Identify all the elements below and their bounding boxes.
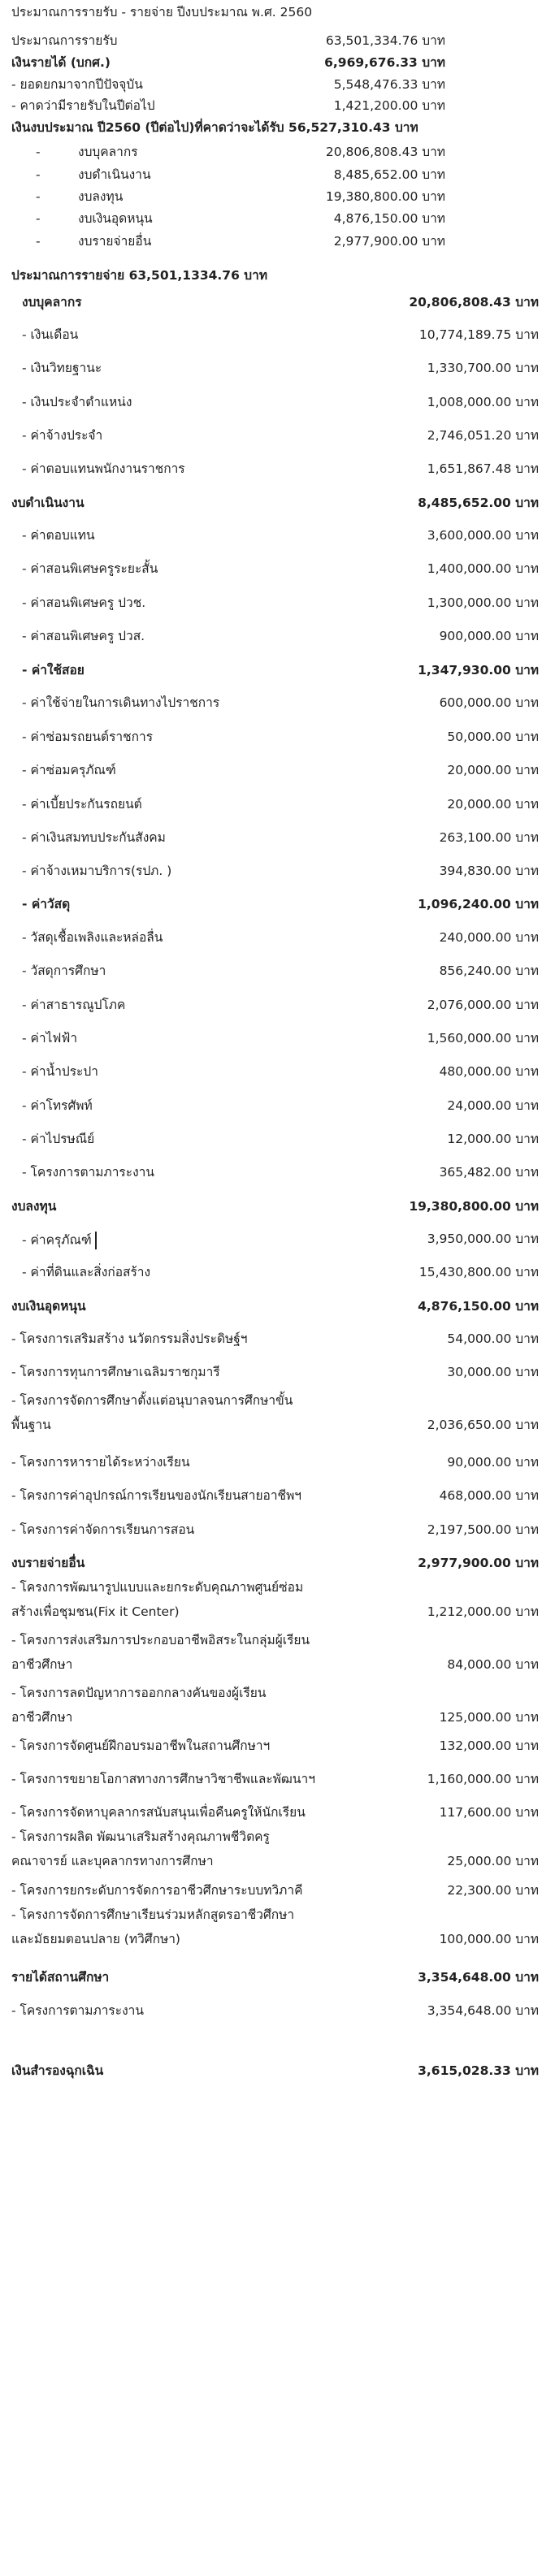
- subsidy-item-label: - โครงการค่าอุปกรณ์การเรียนของนักเรียนสายอาชีพฯ: [11, 1488, 301, 1503]
- other-item-label: - โครงการขยายโอกาสทางการศึกษาวิชาชีพและพัฒนาฯ: [11, 1772, 315, 1786]
- spending-header-label: - ค่าใช้สอย: [22, 663, 85, 678]
- spending-item-amount: 20,000.00 บาท: [447, 797, 539, 812]
- materials-item-amount: 240,000.00 บาท: [439, 930, 539, 945]
- budget-item-label: งบดำเนินงาน: [78, 167, 151, 182]
- materials-item-amount: 480,000.00 บาท: [439, 1064, 539, 1079]
- school-income-header-label: รายได้สถานศึกษา: [11, 1970, 110, 1985]
- school-income-item-amount: 3,354,648.00 บาท: [427, 2003, 539, 2018]
- subsidy-item-label: - โครงการทุนการศึกษาเฉลิมราชกุมารี: [11, 1365, 220, 1379]
- spending-header-amount: 1,347,930.00 บาท: [418, 663, 539, 678]
- budget-item-amount: 20,806,808.43 บาท: [325, 145, 445, 159]
- spending-item-label: - ค่าเบี้ยประกันรถยนต์: [22, 797, 142, 812]
- other-item-amount: 1,160,000.00 บาท: [427, 1772, 539, 1786]
- school-income-item-label: - โครงการตามภาระงาน: [11, 2003, 144, 2018]
- budget-item-label: งบลงทุน: [78, 189, 124, 204]
- spending-item-label: - ค่าเงินสมทบประกันสังคม: [22, 830, 166, 845]
- other-item-amount: 100,000.00 บาท: [439, 1932, 539, 1946]
- budget-item-dash: -: [36, 211, 41, 226]
- budget-item-amount: 2,977,900.00 บาท: [333, 234, 445, 249]
- materials-item-amount: 2,076,000.00 บาท: [427, 998, 539, 1012]
- other-item-label: - โครงการจัดหาบุคลากรสนับสนุนเพื่อคืนครูให้นักเรียน: [11, 1805, 306, 1820]
- other-item-amount: 84,000.00 บาท: [447, 1657, 539, 1672]
- spending-item-label: - ค่าจ้างเหมาบริการ(รปภ. ): [22, 864, 172, 878]
- operation-item-label: - ค่าตอบแทน: [22, 528, 95, 543]
- subsidy-item-amount: 2,036,650.00 บาท: [427, 1418, 539, 1432]
- personnel-header-amount: 20,806,808.43 บาท: [409, 295, 539, 310]
- personnel-item-amount: 1,330,700.00 บาท: [427, 361, 539, 375]
- reserve-row-label: เงินสำรองฉุกเฉิน: [11, 2063, 104, 2078]
- personnel-header-label: งบบุคลากร: [22, 295, 82, 310]
- materials-header-label: - ค่าวัสดุ: [22, 897, 71, 911]
- spending-item-amount: 600,000.00 บาท: [439, 695, 539, 710]
- subsidy-item-amount: 90,000.00 บาท: [447, 1455, 539, 1470]
- subsidy-header-amount: 4,876,150.00 บาท: [418, 1299, 539, 1314]
- budget-item-amount: 8,485,652.00 บาท: [333, 167, 445, 182]
- spending-item-label: - ค่าใช้จ่ายในการเดินทางไปราชการ: [22, 695, 220, 710]
- other-item-label: - โครงการพัฒนารูปแบบและยกระดับคุณภาพศูนย์ซ่อม: [11, 1580, 304, 1595]
- materials-item-label: - ค่าโทรศัพท์: [22, 1098, 93, 1113]
- operation-item-label: - ค่าสอนพิเศษครู ปวช.: [22, 595, 146, 610]
- materials-item-label: - ค่าไฟฟ้า: [22, 1031, 78, 1046]
- expense-title: ประมาณการรายจ่าย 63,501,1334.76 บาท: [11, 268, 268, 283]
- document-title: ประมาณการรายรับ - รายจ่าย ปีงบประมาณ พ.ศ. 2560: [11, 5, 313, 19]
- subsidy-item-label: - โครงการเสริมสร้าง นวัตกรรมสิ่งประดิษฐ์ฯ: [11, 1331, 248, 1346]
- personnel-item-amount: 2,746,051.20 บาท: [427, 428, 539, 443]
- subsidy-item-label: - โครงการหารายได้ระหว่างเรียน: [11, 1455, 190, 1470]
- school-income-header-amount: 3,354,648.00 บาท: [418, 1970, 539, 1985]
- other-item-amount: 132,000.00 บาท: [439, 1738, 539, 1753]
- budget-item-label: งบบุคลากร: [78, 145, 138, 159]
- operation-item-label: - ค่าสอนพิเศษครู ปวส.: [22, 629, 145, 643]
- expected-label: - คาดว่ามีรายรับในปีต่อไป: [11, 98, 155, 113]
- materials-item-label: - โครงการตามภาระงาน: [22, 1165, 154, 1180]
- carry-amount: 5,548,476.33 บาท: [333, 77, 445, 92]
- materials-item-amount: 1,560,000.00 บาท: [427, 1031, 539, 1046]
- investment-item-amount: 15,430,800.00 บาท: [418, 1265, 539, 1279]
- spending-item-label: - ค่าซ่อมครุภัณฑ์: [22, 763, 116, 777]
- materials-item-label: - ค่าไปรษณีย์: [22, 1132, 95, 1146]
- subsidy-item-amount: 30,000.00 บาท: [447, 1365, 539, 1379]
- carry-label: - ยอดยกมาจากปีปัจจุบัน: [11, 77, 143, 92]
- revenue-label: เงินรายได้ (บกศ.): [11, 55, 111, 70]
- operation-item-amount: 1,400,000.00 บาท: [427, 561, 539, 576]
- other-item-label-cont: อาชีวศึกษา: [11, 1657, 73, 1672]
- materials-item-amount: 365,482.00 บาท: [439, 1165, 539, 1180]
- personnel-item-amount: 10,774,189.75 บาท: [418, 327, 539, 342]
- budget-item-amount: 19,380,800.00 บาท: [325, 189, 445, 204]
- operation-header-amount: 8,485,652.00 บาท: [418, 496, 539, 510]
- investment-item-amount: 3,950,000.00 บาท: [427, 1232, 539, 1246]
- other-item-amount: 125,000.00 บาท: [439, 1710, 539, 1725]
- investment-header-amount: 19,380,800.00 บาท: [409, 1199, 539, 1214]
- subsidy-item-label-cont: พื้นฐาน: [11, 1418, 51, 1432]
- investment-item-label: - ค่าครุภัณฑ์: [22, 1232, 97, 1249]
- operation-item-amount: 3,600,000.00 บาท: [427, 528, 539, 543]
- budget-header-label: เงินงบประมาณ ปี2560 (ปีต่อไป)ที่คาดว่าจะได้รับ 56,527,310.43 บาท: [11, 120, 418, 135]
- spending-item-amount: 50,000.00 บาท: [447, 730, 539, 744]
- budget-item-dash: -: [36, 145, 41, 159]
- budget-item-dash: -: [36, 189, 41, 204]
- operation-item-amount: 900,000.00 บาท: [439, 629, 539, 643]
- subsidy-item-label: - โครงการค่าจัดการเรียนการสอน: [11, 1522, 195, 1537]
- investment-item-label: - ค่าที่ดินและสิ่งก่อสร้าง: [22, 1265, 151, 1279]
- other-item-amount: 22,300.00 บาท: [447, 1883, 539, 1898]
- other-item-amount: 117,600.00 บาท: [439, 1805, 539, 1820]
- materials-item-label: - วัสดุการศึกษา: [22, 963, 106, 978]
- investment-header-label: งบลงทุน: [11, 1199, 57, 1214]
- other-item-amount: 1,212,000.00 บาท: [427, 1604, 539, 1619]
- subsidy-item-amount: 468,000.00 บาท: [439, 1488, 539, 1503]
- budget-item-label: งบเงินอุดหนุน: [78, 211, 153, 226]
- other-item-label: - โครงการจัดศูนย์ฝึกอบรมอาชีพในสถานศึกษาฯ: [11, 1738, 271, 1753]
- materials-item-amount: 24,000.00 บาท: [447, 1098, 539, 1113]
- spending-item-label: - ค่าซ่อมรถยนต์ราชการ: [22, 730, 154, 744]
- subsidy-item-amount: 2,197,500.00 บาท: [427, 1522, 539, 1537]
- subsidy-item-amount: 54,000.00 บาท: [447, 1331, 539, 1346]
- expected-amount: 1,421,200.00 บาท: [333, 98, 445, 113]
- operation-header-label: งบดำเนินงาน: [11, 496, 85, 510]
- spending-item-amount: 20,000.00 บาท: [447, 763, 539, 777]
- materials-item-label: - ค่าน้ำประปา: [22, 1064, 98, 1079]
- personnel-item-label: - เงินวิทยฐานะ: [22, 361, 102, 375]
- other-item-label-cont: อาชีวศึกษา: [11, 1710, 73, 1725]
- personnel-item-label: - เงินเดือน: [22, 327, 79, 342]
- personnel-item-amount: 1,008,000.00 บาท: [427, 395, 539, 409]
- other-header-amount: 2,977,900.00 บาท: [418, 1556, 539, 1570]
- subsidy-item-label: - โครงการจัดการศึกษาตั้งแต่อนุบาลจนการศึกษาขั้น: [11, 1393, 293, 1408]
- materials-header-amount: 1,096,240.00 บาท: [418, 897, 539, 911]
- spending-item-amount: 394,830.00 บาท: [439, 864, 539, 878]
- personnel-item-label: - ค่าจ้างประจำ: [22, 428, 103, 443]
- other-item-label-cont: และมัธยมตอนปลาย (ทวิศึกษา): [11, 1932, 180, 1946]
- materials-item-label: - ค่าสาธารณูปโภค: [22, 998, 126, 1012]
- income-total-label: ประมาณการรายรับ: [11, 33, 118, 48]
- personnel-item-label: - ค่าตอบแทนพนักงานราชการ: [22, 461, 185, 476]
- materials-item-amount: 856,240.00 บาท: [439, 963, 539, 978]
- materials-item-label: - วัสดุเชื้อเพลิงและหล่อลื่น: [22, 930, 163, 945]
- other-header-label: งบรายจ่ายอื่น: [11, 1556, 85, 1570]
- materials-item-amount: 12,000.00 บาท: [447, 1132, 539, 1146]
- operation-item-amount: 1,300,000.00 บาท: [427, 595, 539, 610]
- budget-item-dash: -: [36, 167, 41, 182]
- other-item-label-cont: สร้างเพื่อชุมชน(Fix it Center): [11, 1604, 180, 1619]
- budget-item-amount: 4,876,150.00 บาท: [333, 211, 445, 226]
- text-cursor: [95, 1232, 97, 1249]
- subsidy-header-label: งบเงินอุดหนุน: [11, 1299, 86, 1314]
- other-item-label: - โครงการผลิต พัฒนาเสริมสร้างคุณภาพชีวิตครู: [11, 1829, 270, 1844]
- other-item-label: - โครงการส่งเสริมการประกอบอาชีพอิสระในกลุ่มผู้เรียน: [11, 1633, 310, 1647]
- revenue-amount: 6,969,676.33 บาท: [324, 55, 445, 70]
- other-item-label: - โครงการยกระดับการจัดการอาชีวศึกษาระบบทวิภาคี: [11, 1883, 303, 1898]
- personnel-item-amount: 1,651,867.48 บาท: [427, 461, 539, 476]
- other-item-label: - โครงการจัดการศึกษาเรียนร่วมหลักสูตรอาชีวศึกษา: [11, 1907, 295, 1922]
- other-item-label-cont: คณาจารย์ และบุคลากรทางการศึกษา: [11, 1854, 214, 1868]
- operation-item-label: - ค่าสอนพิเศษครูระยะสั้น: [22, 561, 158, 576]
- other-item-amount: 25,000.00 บาท: [447, 1854, 539, 1868]
- spending-item-amount: 263,100.00 บาท: [439, 830, 539, 845]
- personnel-item-label: - เงินประจำตำแหน่ง: [22, 395, 132, 409]
- budget-item-dash: -: [36, 234, 41, 249]
- other-item-label: - โครงการลดปัญหาการออกกลางคันของผู้เรียน: [11, 1686, 267, 1700]
- budget-item-label: งบรายจ่ายอื่น: [78, 234, 152, 249]
- income-total-amount: 63,501,334.76 บาท: [325, 33, 445, 48]
- reserve-row-amount: 3,615,028.33 บาท: [418, 2063, 539, 2078]
